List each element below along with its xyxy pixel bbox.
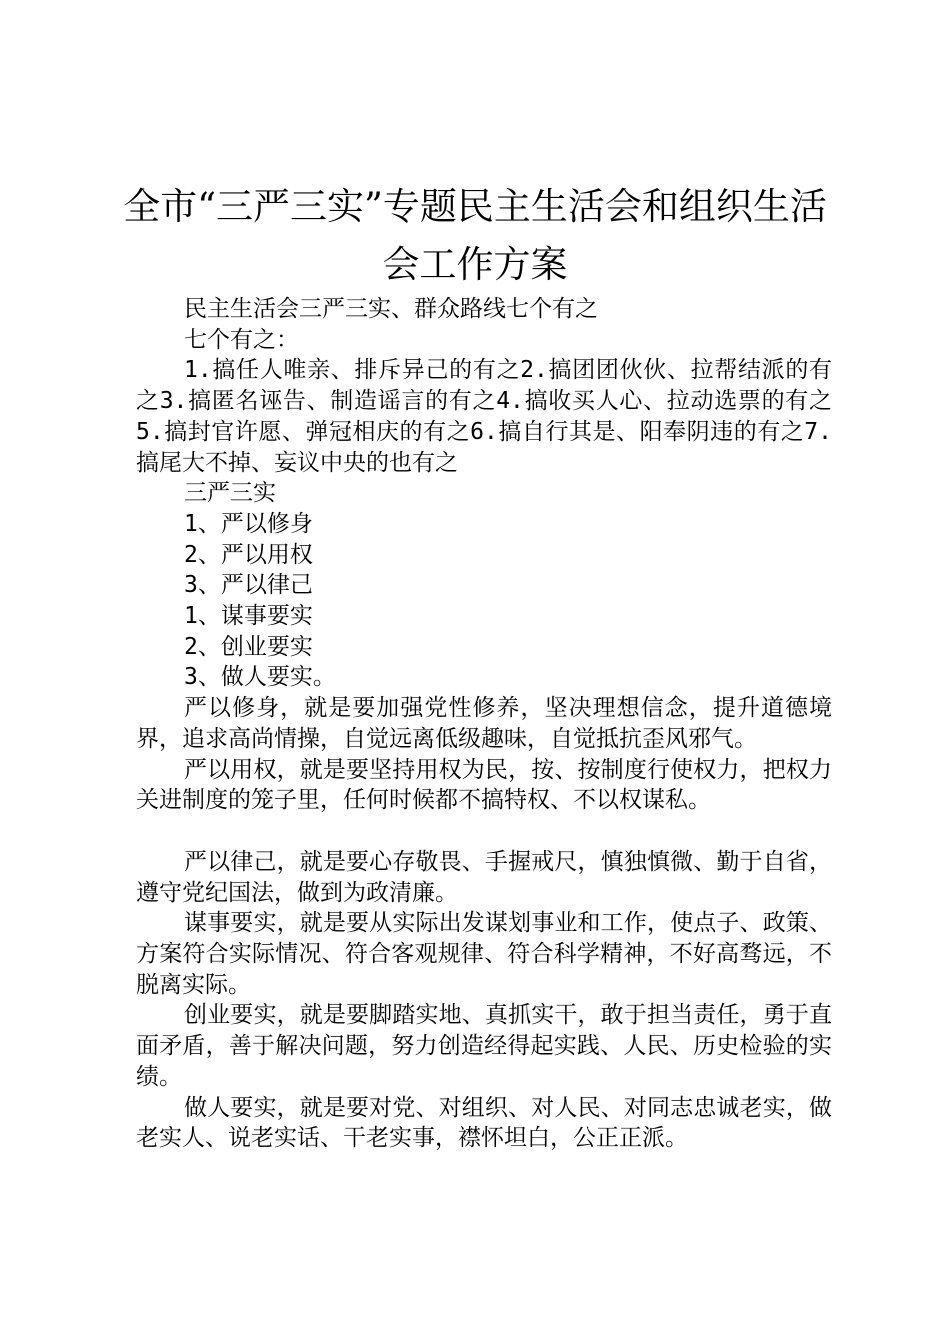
list-item: 1、谋事要实 bbox=[184, 603, 313, 630]
paragraph-self-discipline: 严以律己，就是要心存敬畏、手握戒尺，慎独慎微、勤于自省，遵守党纪国法，做到为政清廉。 bbox=[136, 848, 832, 906]
paragraph-use-of-power: 严以用权，就是要坚持用权为民，按、按制度行使权力，把权力关进制度的笼子里，任何时候都不搞特权、不以权谋私。 bbox=[136, 756, 832, 814]
title-line-2: 会工作方案 bbox=[382, 243, 568, 286]
document-title bbox=[120, 178, 830, 294]
list-item: 2、创业要实 bbox=[184, 633, 313, 660]
list-item: 1、严以修身 bbox=[184, 510, 313, 537]
list-item: 3、做人要实。 bbox=[184, 664, 336, 691]
document-body bbox=[136, 294, 832, 1154]
list-item: 3、严以律己 bbox=[184, 572, 313, 599]
paragraph-entrepreneurship: 创业要实，就是要脚踏实地、真抓实干，敢于担当责任，勇于直面矛盾，善于解决问题，努力创造经得起实践、人民、历史检验的实绩。 bbox=[136, 1002, 832, 1090]
paragraph-seven-heading: 七个有之： bbox=[184, 326, 299, 353]
paragraph-seven-list: 1.搞任人唯亲、排斥异己的有之2.搞团团伙伙、拉帮结派的有之3.搞匿名诬告、制造谣言的有之4.搞收买人心、拉动选票的有之5.搞封官许愿、弹冠相庆的有之6.搞自行其是、阳奉阴违的有之7.搞尾大不掉、妄议中央的也有之 bbox=[136, 357, 832, 476]
paragraph-conduct: 做人要实，就是要对党、对组织、对人民、对同志忠诚老实，做老实人、说老实话、干老实事，襟怀坦白，公正正派。 bbox=[136, 1094, 832, 1152]
paragraph-three-heading: 三严三实 bbox=[184, 480, 276, 507]
list-item: 2、严以用权 bbox=[184, 541, 313, 568]
paragraph-planning: 谋事要实，就是要从实际出发谋划事业和工作，使点子、政策、方案符合实际情况、符合客观规律、符合科学精神，不好高骛远，不脱离实际。 bbox=[136, 910, 832, 998]
paragraph-self-cultivation: 严以修身，就是要加强党性修养，坚决理想信念，提升道德境界，追求高尚情操，自觉远离低级趣味，自觉抵抗歪风邪气。 bbox=[136, 695, 832, 752]
paragraph-intro: 民主生活会三严三实、群众路线七个有之 bbox=[184, 296, 598, 322]
title-line-1: 全市“三严三实”专题民主生活会和组织生活 bbox=[123, 185, 827, 228]
